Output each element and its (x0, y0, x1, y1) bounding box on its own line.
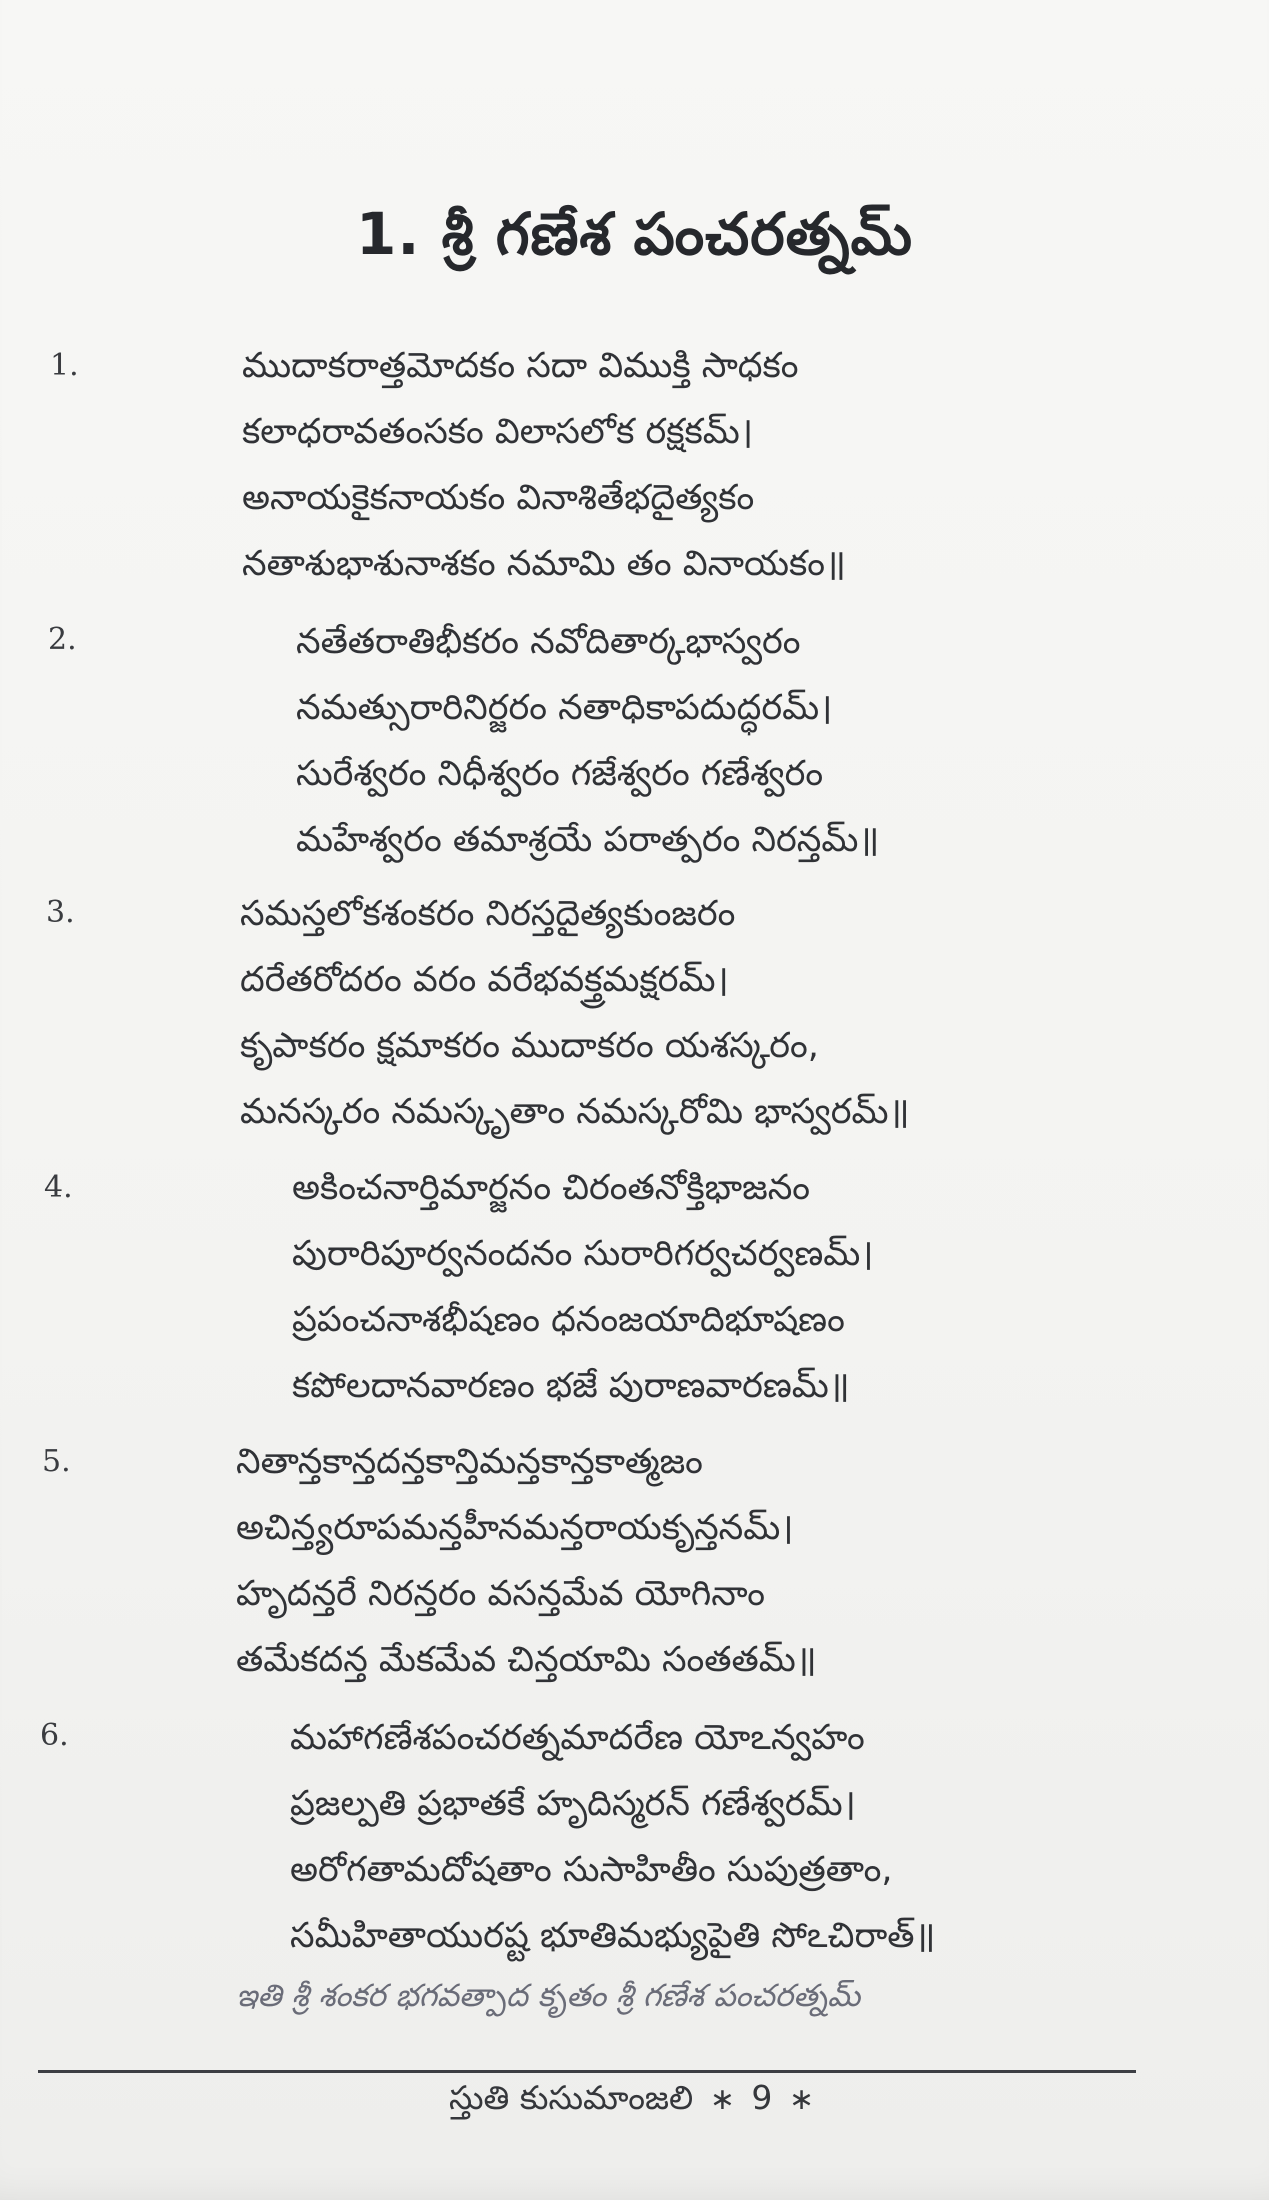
book-title: స్తుతి కుసుమాంజలి (448, 2078, 694, 2117)
verse-line: కలాధరావతంసకం విలాసలోక రక్షకమ్। (242, 412, 754, 452)
verse-line: మనస్కరం నమస్కృతాం నమస్కరోమి భాస్వరమ్॥ (240, 1092, 910, 1132)
verse-line: హృదన్తరే నిరన్తరం వసన్తమేవ యోగినాం (236, 1574, 765, 1614)
verse-number: 5. (42, 1444, 71, 1479)
verse-line: నితాన్తకాన్తదన్తకాన్తిమన్తకాన్తకాత్మజం (236, 1442, 703, 1482)
verse-line: ప్రజల్పతి ప్రభాతకే హృదిస్మరన్ గణేశ్వరమ్। (290, 1784, 856, 1824)
verse-number: 6. (40, 1718, 69, 1753)
verse-line: సమస్తలోకశంకరం నిరస్తదైత్యకుంజరం (240, 894, 736, 934)
verse-line: దరేతరోదరం వరం వరేభవక్త్రమక్షరమ్। (240, 960, 729, 1000)
verse-number: 2. (48, 622, 77, 657)
verse-number: 4. (44, 1170, 73, 1205)
verse-line: మహాగణేశపంచరత్నమాదరేణ యోఽన్వహం (290, 1718, 865, 1758)
verse-number: 3. (46, 895, 75, 930)
verse-line: పురారిపూర్వనందనం సురారిగర్వచర్వణమ్। (292, 1234, 874, 1274)
verse-line: ముదాకరాత్తమోదకం సదా విముక్తి సాధకం (242, 346, 799, 386)
verse-line: అచిన్త్యరూపమన్తహీనమన్తరాయకృన్తనమ్। (236, 1508, 794, 1548)
verse-line: నతాశుభాశునాశకం నమామి తం వినాయకం॥ (242, 544, 847, 584)
verse-line: కృపాకరం క్షమాకరం ముదాకరం యశస్కరం, (240, 1026, 819, 1066)
verse-line: నమత్సురారినిర్జరం నతాధికాపదుద్ధరమ్। (296, 688, 833, 728)
verse-line: మహేశ్వరం తమాశ్రయే పరాత్పరం నిరన్తమ్॥ (296, 820, 880, 860)
page-number: 9 (751, 2078, 773, 2117)
verse-line: నతేతరాతిభీకరం నవోదితార్కభాస్వరం (296, 622, 801, 662)
page-footer (0, 2078, 1269, 2125)
star-icon: ∗ (709, 2082, 735, 2117)
verse-line: తమేకదన్త మేకమేవ చిన్తయామి సంతతమ్॥ (236, 1640, 817, 1680)
footer-rule (38, 2070, 1136, 2073)
verse-number: 1. (50, 348, 79, 383)
verse-line: సురేశ్వరం నిధీశ్వరం గజేశ్వరం గణేశ్వరం (296, 754, 824, 794)
page-title: 1. శ్రీ గణేశ పంచరత్నమ్ (356, 200, 913, 268)
verse-line: అరోగతామదోషతాం సుసాహితీం సుపుత్రతాం, (290, 1850, 893, 1890)
star-icon: ∗ (788, 2082, 815, 2117)
verse-line: ప్రపంచనాశభీషణం ధనంజయాదిభూషణం (292, 1300, 845, 1340)
verse-line: కపోలదానవారణం భజే పురాణవారణమ్॥ (292, 1366, 850, 1406)
verse-line: అనాయకైకనాయకం వినాశితేభదైత్యకం (242, 478, 755, 518)
verse-line: అకించనార్తిమార్జనం చిరంతనోక్తిభాజనం (292, 1168, 811, 1208)
verse-line: సమీహితాయురష్ట భూతిమభ్యుపైతి సోఽచిరాత్॥ (290, 1916, 936, 1956)
colophon: ఇతి శ్రీ శంకర భగవత్పాద కృతం శ్రీ గణేశ పంచరత్నమ్ (236, 1978, 861, 2014)
